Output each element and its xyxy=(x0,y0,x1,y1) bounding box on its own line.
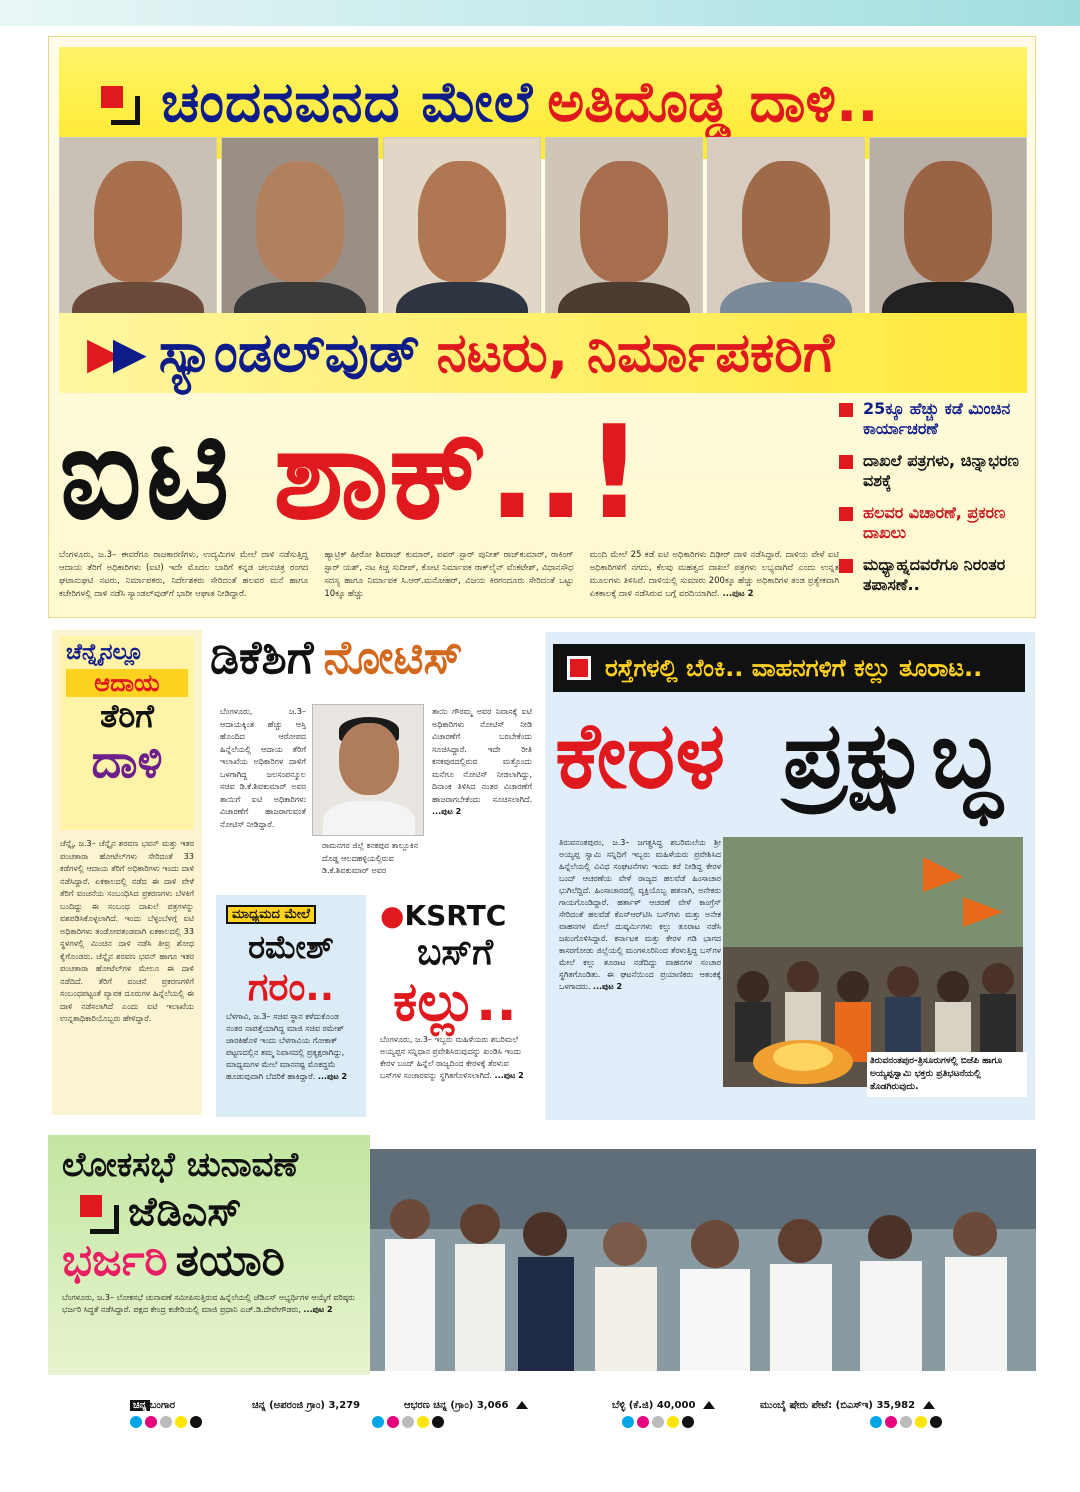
highlight-item: ಹಲವರ ವಿಚಾರಣೆ, ಪ್ರಕರಣ ದಾಖಲು xyxy=(839,503,1029,543)
actor-photo xyxy=(869,137,1027,333)
up-arrow-icon xyxy=(923,1401,935,1409)
headline1-part2: ಅತಿದೊಡ್ಡ ದಾಳಿ.. xyxy=(547,70,879,135)
highlight-item: ದಾಖಲೆ ಪತ್ರಗಳು, ಚಿನ್ನಾಭರಣ ವಶಕ್ಕೆ xyxy=(839,451,1029,491)
kerala-story xyxy=(545,632,1035,1120)
chennai-body: ಚೆನ್ನೈ, ಜ.3– ಚೆನ್ನೈನ ಶರವಣ ಭವನ್ ಮತ್ತು ಇತರ ಪಂಚತಾರಾ ಹೋಟೆಲ್‌ಗಳು ಸೇರಿದಂತೆ 33 ಕಡೆಗಳಲ್ಲಿ ಆದಾಯ ತೆರಿಗೆ ಅಧಿಕಾರಿಗಳು ಇಂದು ದಾಳಿ ನಡೆಸಿದ್ದಾರೆ. ಏಕಕಾಲದಲ್ಲಿ ನಡೆದ ಈ ದಾಳಿ ವೇಳೆ ತೆರಿಗೆ ವಂಚನೆಯ ಸಂಬಂಧಿಸಿದ ಪ್ರಕರಣಗಳು ಬೆಳಕಿಗೆ ಬಂದಿದ್ದು ಈ ಸಂಬಂಧ ದಾಖಲೆ ಪತ್ರಗಳನ್ನು ವಶಪಡಿಸಿಕೊಳ್ಳಲಾಗಿದೆ. ಇಂದು ಬೆಳ್ಳಂಬೆಳಗ್ಗೆ ಐಟಿ ಅಧಿಕಾರಿಗಳು ತಂಡೋಪತಂಡವಾಗಿ ಏಕಕಾಲದಲ್ಲಿ 33 ಸ್ಥಳಗಳಲ್ಲಿ ಮಿಂಚಿನ ದಾಳಿ ನಡೆಸಿ ತೀವ್ರ ಶೋಧ ಕೈಗೊಂಡರು. ಚೆನ್ನೈನ ಶರವಣ ಭವನ್ ಹಾಗೂ ಇತರ ಪಂಚತಾರಾ ಹೋಟೆಲ್‌ಗಳ ಮೇಲೂ ಈ ದಾಳಿ ನಡೆದಿದೆ. ತೆರಿಗೆ ವಂಚನೆ ಪ್ರಕರಣಗಳಿಗೆ ಸಂಬಂಧಪಟ್ಟಂತೆ ವ್ಯಾಪಕ ದೂರುಗಳ ಹಿನ್ನೆಲೆಯಲ್ಲಿ ಈ ದಾಳಿ ನಡೆಸಲಾಗಿದೆ ಎಂದು ಐಟಿ ಇಲಾಖೆಯ ಉನ್ನತಾಧಿಕಾರಿಯೊಬ್ಬರು ಹೇಳಿದ್ದಾರೆ. xyxy=(60,839,194,1023)
continued-link[interactable]: ...ಪುಟ 2 xyxy=(432,807,462,816)
protest-photo xyxy=(723,837,1023,1087)
ramesh-headline-2: ಗರಂ.. xyxy=(247,965,335,1009)
kerala-body: ತಿರುವನಂತಪುರಂ, ಜ.3– ಜಗತ್ಪ್ರಸಿದ್ಧ ಶಬರಿಮಲೆಯ ಶ್ರೀ ಅಯ್ಯಪ್ಪ ಸ್ವಾಮಿ ಸನ್ನಿಧಿಗೆ ಇಬ್ಬರು ಮಹಿಳೆಯರು ಪ್ರವೇಶಿಸಿದ ಹಿನ್ನೆಲೆಯಲ್ಲಿ ವಿವಿಧ ಸಂಘಟನೆಗಳು ಇಂದು ಕರೆ ನೀಡಿದ್ದ ಕೇರಳ ಬಂದ್ ಆಚರಣೆಯ ವೇಳೆ ರಾಜ್ಯದ ಹಲವೆಡೆ ಹಿಂಸಾಚಾರ ಭುಗಿಲೆದ್ದಿದೆ. ಹಿಂಸಾಚಾರದಲ್ಲಿ ವ್ಯಕ್ತಿಯೊಬ್ಬ ಹತನಾಗಿ, ಅನೇಕರು ಗಾಯಗೊಂಡಿದ್ದಾರೆ. ಹರ್ತಾಳ್ ಆಚರಣೆ ವೇಳೆ ಕಾಂಗ್ರೆಸ್ ಸೇರಿದಂತೆ ಹಲವೆಡೆ ಕೆಎಸ್‌ಆರ್‌ಟಿಸಿ ಬಸ್‌ಗಳು ಮತ್ತು ಅನೇಕ ವಾಹನಗಳ ಮೇಲೆ ದುಷ್ಕರ್ಮಿಗಳು ಕಲ್ಲು ತೂರಾಟ ನಡೆಸಿ ಜಖಂಗೊಳಿಸಿದ್ದಾರೆ. ಕರ್ನಾಟಕ ಮತ್ತು ಕೇರಳ ಗಡಿ ಭಾಗದ ಕಾಸರಗೋಡು ಜಿಲ್ಲೆಯಲ್ಲಿ ಮಂಗಳೂರಿನಿಂದ ತೆರಳುತ್ತಿದ್ದ ಬಸ್‌ಗಳ ಮೇಲೆ ಕಲ್ಲು ತೂರಾಟ ನಡೆದಿದ್ದು ವಾಹನಗಳ ಸಂಚಾರ ಸ್ಥಗಿತಗೊಂಡಿತು. ಈ ಘಟನೆಯಿಂದ ಪ್ರಯಾಣಿಕರು ಆತಂಕಕ್ಕೆ ಒಳಗಾದರು. ...ಪುಟ 2 xyxy=(559,838,721,991)
headline1-part1: ಚಂದನವನದ ಮೇಲೆ xyxy=(161,70,534,135)
highlight-item: 25ಕ್ಕೂ ಹೆಚ್ಚು ಕಡೆ ಮಿಂಚಿನ ಕಾರ್ಯಾಚರಣೆ xyxy=(839,399,1029,439)
ticker-item: ಚಿನ್ನ (ಅಪರಂಜಿ ಗ್ರಾಂ) 3,279 xyxy=(252,1400,361,1411)
ksrtc-body: ಬೆಂಗಳೂರು, ಜ.3– ಇಬ್ಬರು ಮಹಿಳೆಯರು ಶಬರಿಮಲೆ ಅಯ್ಯಪ್ಪನ ಸನ್ನಿಧಾನ ಪ್ರವೇಶಿಸಿರುವುದನ್ನು ಖಂಡಿಸಿ ಇಂದು ಕೇರಳ ಬಂದ್ ಹಿನ್ನೆಲೆ ರಾಜ್ಯದಿಂದ ಕೇರಳಕ್ಕೆ ತೆರಳುವ ಬಸ್‌ಗಳ ಸಂಚಾರವನ್ನು ಸ್ಥಗಿತಗೊಳಿಸಲಾಗಿದೆ. ...ಪುಟ 2 xyxy=(380,1035,524,1080)
ticker-item: ಬೆಳ್ಳಿ (ಕೆ.ಜಿ) 40,000 xyxy=(612,1400,715,1411)
gold-logo: ಚಿನ್ನ ಬಂಗಾರ xyxy=(130,1400,175,1411)
ksrtc-headline-3: ಕಲ್ಲು.. xyxy=(393,970,517,1033)
square-bullet-icon xyxy=(80,1195,114,1229)
actor-photo xyxy=(59,137,217,333)
jds-meeting-photo xyxy=(370,1149,1036,1371)
square-bullet-icon xyxy=(567,656,591,680)
ksrtc-headline-1: ●KSRTC xyxy=(380,899,507,932)
jds-body: ಬೆಂಗಳೂರು, ಜ.3– ಲೋಕಸಭೆ ಚುನಾವಣೆ ಸಮೀಪಿಸುತ್ತಿರುವ ಹಿನ್ನೆಲೆಯಲ್ಲಿ ಜೆಡಿಎಸ್ ಅಭ್ಯರ್ಥಿಗಳ ಆಯ್ಕೆಗೆ ವರಿಷ್ಠರು ಭರ್ಜರಿ ಸಿದ್ಧತೆ ನಡೆಸಿದ್ದಾರೆ. ಪಕ್ಷದ ಕೇಂದ್ರ ಕಚೇರಿಯಲ್ಲಿ ಮಾಜಿ ಪ್ರಧಾನಿ ಎಚ್.ಡಿ.ದೇವೇಗೌಡರು, ...ಪುಟ 2 xyxy=(62,1293,355,1314)
color-registration-dots xyxy=(870,1416,942,1428)
continued-link[interactable]: ...ಪುಟ 2 xyxy=(494,1071,524,1080)
actor-photo xyxy=(707,137,865,333)
ticker-item: ಆಭರಣ ಚಿನ್ನ (ಗ್ರಾಂ) 3,066 xyxy=(404,1400,528,1411)
jds-headline-3: ಭರ್ಜರಿ ತಯಾರಿ xyxy=(62,1235,285,1286)
double-arrow-icon: ▶▶ xyxy=(87,327,139,379)
body-column: ಮಂದಿ ಮೇಲೆ 25 ಕಡೆ ಐಟಿ ಅಧಿಕಾರಿಗಳು ದಿಢೀರ್ ದಾಳಿ ನಡೆಸಿದ್ದಾರೆ. ದಾಳಿಯ ವೇಳೆ ಐಟಿ ಅಧಿಕಾರಿಗಳಿಗೆ ನಗದು, ಕೆಲವು ಮಹತ್ವದ ದಾಖಲೆ ಪತ್ರಗಳು ಲಭ್ಯವಾಗಿವೆ ಎಂದು ಉನ್ನತ ಮೂಲಗಳು ತಿಳಿಸಿವೆ. ದಾಳಿಯಲ್ಲಿ ಸುಮಾರು 200ಕ್ಕೂ ಹೆಚ್ಚು ಅಧಿಕಾರಿಗಳ ತಂಡ ಪ್ರತ್ಯೇಕವಾಗಿ ಏಕಕಾಲಕ್ಕೆ ದಾಳಿ ನಡೆಸಿರುವ ಬಗ್ಗೆ ವರದಿಯಾಗಿದೆ. ...ಪುಟ 2 xyxy=(589,550,839,599)
ramesh-headline-1: ರಮೇಶ್ xyxy=(248,928,334,966)
dk-portrait-photo xyxy=(312,704,424,836)
color-registration-dots xyxy=(130,1416,202,1428)
actor-photo xyxy=(221,137,379,333)
jds-story xyxy=(48,1135,1036,1375)
subheadline-banner xyxy=(59,313,1027,393)
color-registration-dots xyxy=(622,1416,694,1428)
bullet-icon xyxy=(839,455,853,469)
jds-headline-panel xyxy=(48,1135,370,1375)
bullet-icon xyxy=(839,559,853,573)
actor-photo xyxy=(383,137,541,333)
continued-link[interactable]: ...ಪುಟ 2 xyxy=(592,982,623,991)
dk-body-col1b: ರಾಮನಗರ ಜಿಲ್ಲೆ ಕನಕಪುರ ತಾಲ್ಲೂಕಿನ ದೊಡ್ಡ ಆಲದಹಳ್ಳಿಯಲ್ಲಿರುವ ಡಿ.ಕೆ.ಶಿವಕುಮಾರ್ ಅವರ xyxy=(322,841,419,875)
highlight-item: ಮಧ್ಯಾಹ್ನದವರೆಗೂ ನಿರಂತರ ತಪಾಸಣೆ.. xyxy=(839,555,1029,595)
bullet-icon xyxy=(839,507,853,521)
body-column: ಬೆಂಗಳೂರು, ಜ.3– ಈವರೆಗೂ ರಾಜಕಾರಣಿಗಳು, ಉದ್ಯಮಿಗಳ ಮೇಲೆ ದಾಳಿ ನಡೆಸುತ್ತಿದ್ದ ಆದಾಯ ತೆರಿಗೆ ಅಧಿಕಾರಿಗಳು (ಐಟಿ) ಇದೇ ಮೊದಲ ಬಾರಿಗೆ ಕನ್ನಡ ಚಲನಚಿತ್ರ ರಂಗದ ಘಟಾನುಘಟಿ ನಟರು, ನಿರ್ಮಾಪಕರು, ನಿರ್ದೇಶಕರು ಸೇರಿದಂತೆ ಹಲವರ ಮನೆ ಹಾಗೂ ಕಚೇರಿಗಳಲ್ಲಿ ದಾಳಿ ನಡೆಸಿ ಸ್ಯಾಂಡಲ್‌ವುಡ್‌ಗೆ ಭಾರೀ ಆಘಾತ ನೀಡಿದ್ದಾರೆ. xyxy=(59,550,309,599)
kerala-kicker-bar: ರಸ್ತೆಗಳಲ್ಲಿ ಬೆಂಕಿ.. ವಾಹನಗಳಿಗೆ ಕಲ್ಲು ತೂರಾಟ.. xyxy=(553,644,1025,692)
bullet-icon xyxy=(839,403,853,417)
jds-headline-2: ಜೆಡಿಎಸ್ xyxy=(62,1189,356,1235)
protest-photo-caption: ತಿರುವನಂತಪುರ-ತ್ರಿಸೂರುಗಳಲ್ಲಿ ಬಿಜೆಪಿ ಹಾಗೂ ಅಯ್ಯಪ್ಪಸ್ವಾಮಿ ಭಕ್ತರು ಪ್ರತಿಭಟನೆಯಲ್ಲಿ ತೊಡಗಿರುವುದು. xyxy=(867,1052,1027,1097)
dk-body-col2: ತಾಯಿ ಗೌರಮ್ಮ ಅವರ ನಿವಾಸಕ್ಕೆ ಐಟಿ ಅಧಿಕಾರಿಗಳು ನೋಟಿಸ್ ನೀಡಿ ವಿಚಾರಣೆಗೆ ಬರಬೇಕೆಂದು ಸೂಚಿಸಿದ್ದಾರೆ. ಇದೇ ರೀತಿ ಕನಕಪುರದಲ್ಲಿರುವ ಮತ್ತೊಂದು ಮನೆಗೂ ನೋಟಿಸ್ ನೀಡಲಾಗಿದ್ದು, ದಿನಾಂಕ ತಿಳಿಸಿದ ನಂತರ ವಿಚಾರಣೆಗೆ ಹಾಜರಾಗಬೇಕೆಂದು ಸೂಚಿಸಲಾಗಿದೆ. ...ಪುಟ 2 xyxy=(432,707,532,816)
kerala-headline-2: ಪ್ರಕ್ಷುಬ್ಧ xyxy=(783,702,1001,809)
actors-photo-strip xyxy=(59,137,1027,333)
main-headline-part1: ಐಟಿ xyxy=(59,398,234,548)
ramesh-body: ಬೆಳಗಾವಿ, ಜ.3– ಸಚಿವ ಸ್ಥಾನ ಕಳೆದುಕೊಂಡ ನಂತರ ನಾಪತ್ತೆಯಾಗಿದ್ದ ಮಾಜಿ ಸಚಿವ ರಮೇಶ್ ಜಾರಕಿಹೊಳಿ ಇಂದು ಬೆಳಗಾವಿಯ ಗೋಕಾಕ್ ಪಟ್ಟಣದಲ್ಲಿನ ತಮ್ಮ ನಿವಾಸದಲ್ಲಿ ಪ್ರತ್ಯಕ್ಷರಾಗಿದ್ದು, ಮಾಧ್ಯಮಗಳ ಮೇಲೆ ಮಾನನಷ್ಟ ಮೊಕದ್ದಮೆ ಹೂಡುವುದಾಗಿ ಬೆದರಿಕೆ ಹಾಕಿದ್ದಾರೆ. ...ಪುಟ 2 xyxy=(226,1012,348,1081)
actor-photo xyxy=(545,137,703,333)
jds-headline-1: ಲೋಕಸಭೆ ಚುನಾವಣೆ xyxy=(62,1145,299,1185)
highlights-list xyxy=(839,399,1029,607)
lead-story xyxy=(48,36,1036,618)
dk-body-col1: ಬೆಂಗಳೂರು, ಜ.3– ಆದಾಯಕ್ಕಿಂತ ಹೆಚ್ಚು ಆಸ್ತಿ ಹೊಂದಿದ ಆರೋಪದ ಹಿನ್ನೆಲೆಯಲ್ಲಿ ಆದಾಯ ತೆರಿಗೆ ಇಲಾಖೆಯ ಅಧಿಕಾರಿಗಳ ದಾಳಿಗೆ ಒಳಗಾಗಿದ್ದ ಜಲಸಂಪನ್ಮೂಲ ಸಚಿವ ಡಿ.ಕೆ.ಶಿವಕುಮಾರ್ ಅವರ ತಾಯಿಗೆ ಐಟಿ ಅಧಿಕಾರಿಗಳು ವಿಚಾರಣೆಗೆ ಹಾಜರಾಗುವಂತೆ ನೋಟಿಸ್ ನೀಡಿದ್ದಾರೆ. xyxy=(220,707,306,829)
square-bullet-icon xyxy=(101,86,135,120)
continued-link[interactable]: ...ಪುಟ 2 xyxy=(722,589,754,599)
up-arrow-icon xyxy=(703,1401,715,1409)
main-headline xyxy=(59,399,819,549)
headline2-part2: ನಟರು, ನಿರ್ಮಾಪಕರಿಗೆ xyxy=(436,321,835,384)
dk-story xyxy=(210,630,535,885)
lead-story-body xyxy=(59,549,839,601)
ksrtc-story xyxy=(374,895,536,1117)
up-arrow-icon xyxy=(516,1401,528,1409)
ramesh-kicker: ಮಾಧ್ಯಮದ ಮೇಲೆ xyxy=(226,905,316,924)
chennai-headline: ಚೆನ್ನೈನಲ್ಲೂ ಆದಾಯ ತೆರಿಗೆ ದಾಳಿ xyxy=(60,636,194,830)
ramesh-story xyxy=(216,895,366,1117)
kerala-headline-1: ಕೇರಳ xyxy=(555,702,726,809)
body-column: ಹ್ಯಾಟ್ರಿಕ್ ಹೀರೋ ಶಿವರಾಜ್ ಕುಮಾರ್, ಪವರ್ ಸ್ಟಾರ್ ಪುನೀತ್ ರಾಜ್‌ಕುಮಾರ್, ರಾಕಿಂಗ್ ಸ್ಟಾರ್ ಯಶ್, ನಟ ಕಿಚ್ಚ ಸುದೀಪ್, ಕೋಟಿ ನಿರ್ಮಾಪಕ ರಾಕ್‌ಲೈನ್ ವೆಂಕಟೇಶ್, ವಿಧಾನಸೌಧ ಸದಸ್ಯ ಹಾಗೂ ನಿರ್ಮಾಪಕ ಸಿ.ಆರ್.ಮನೋಹರ್, ವಿಜಯ ಕಿರಗಂದೂರು ಸೇರಿದಂತೆ ಒಟ್ಟು 10ಕ್ಕೂ ಹೆಚ್ಚು xyxy=(324,550,574,599)
headline2-part1: ಸ್ಯಾಂಡಲ್‌ವುಡ್ xyxy=(158,321,421,384)
market-ticker xyxy=(52,1392,1032,1442)
color-registration-dots xyxy=(372,1416,444,1428)
main-headline-part2: ಶಾಕ್..! xyxy=(273,398,644,548)
top-edge-band xyxy=(0,0,1080,26)
ksrtc-headline-2: ಬಸ್‌ಗೆ xyxy=(416,932,494,973)
chennai-story xyxy=(52,630,202,1115)
dk-headline: ಡಿಕೆಶಿಗೆ ನೋಟಿಸ್ xyxy=(210,630,463,684)
ticker-item: ಮುಂಬೈ ಷೇರು ಪೇಟೆ: (ಬಿಎಸ್‌ಇ) 35,982 xyxy=(760,1400,935,1411)
continued-link[interactable]: ...ಪುಟ 2 xyxy=(317,1072,348,1081)
continued-link[interactable]: ...ಪುಟ 2 xyxy=(303,1305,333,1314)
